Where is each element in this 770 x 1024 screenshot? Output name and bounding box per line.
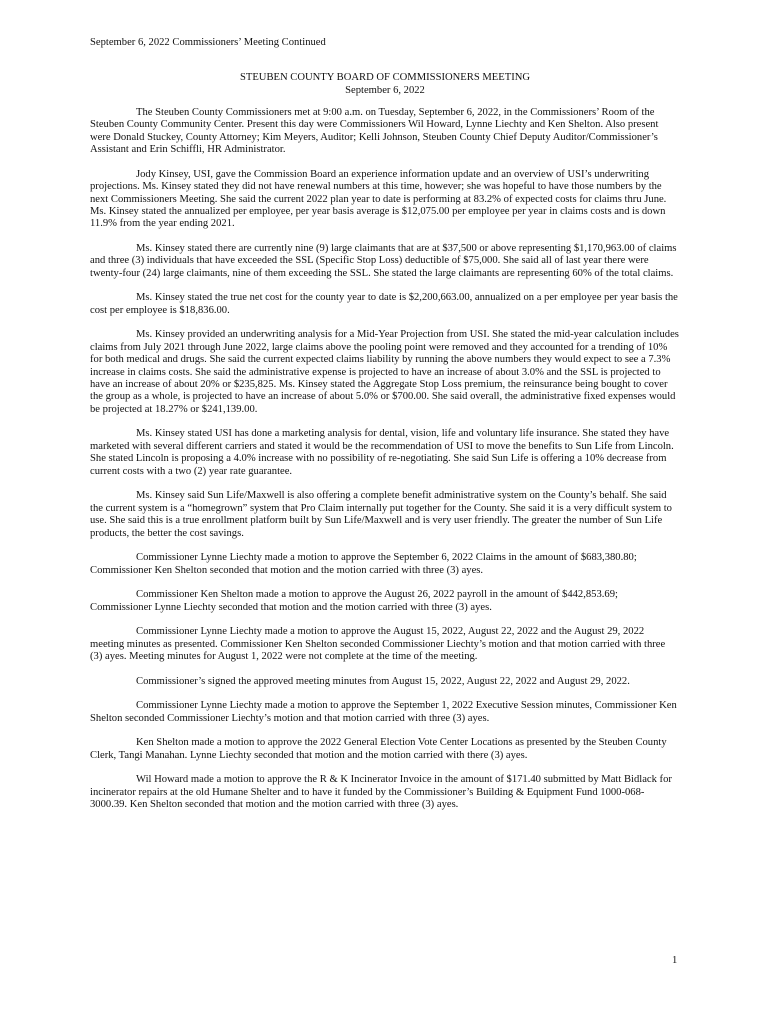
paragraph-vote-centers: Ken Shelton made a motion to approve the 2022 General Election Vote Center Locations as presented by the Steuben County Clerk, Tangi Manahan. Lynne Liechty seconded that motion and the motion carried with there (3) ayes.	[90, 737, 667, 761]
paragraph-large-claimants: Ms. Kinsey stated there are currently nine (9) large claimants that are at $37,500 or above representing $1,170,963.00 of claims and three (3) individuals that have exceeded the SSL (Specific Stop Loss) deductible of $75,000. She said all of last year there were twenty-four (24) large claimants, nine of them exceeding the SSL. She stated the large claimants are representing 60% of the total claims.	[90, 243, 677, 279]
paragraph-attendance: The Steuben County Commissioners met at 9:00 a.m. on Tuesday, September 6, 2022, in the Commissioners’ Room of the Steuben County Community Center. Present this day were Commissioners Wil Howard, Lynne Liechty and Ken Shelton. Also present were Donald Stuckey, County Attorney; Kim Meyers, Auditor; Kelli Johnson, Steuben County Chief Deputy Auditor/Commissioner’s Assistant and Erin Schiffli, HR Administrator.	[90, 107, 659, 156]
page-number: 1	[672, 955, 678, 966]
paragraph-sun-life: Ms. Kinsey said Sun Life/Maxwell is also offering a complete benefit administrative system on the County’s behalf. She said the current system is a “homegrown” system that Pro Claim internally put together for the County. She said it is a very difficult system to use. She said this is a true enrollment platform built by Sun Life/Maxwell and is very user friendly. The greater the number of Sun Life products, the better the cost savings.	[90, 490, 672, 539]
paragraph-incinerator: Wil Howard made a motion to approve the R & K Incinerator Invoice in the amount of $171.40 submitted by Matt Bidlack for incinerator repairs at the old Humane Shelter and to have it funded by the Commissioner’s Building & Equipment Fund 1000-068-3000.39. Ken Shelton seconded that motion and the motion carried with three (3) ayes.	[90, 774, 672, 810]
paragraph-underwriting: Ms. Kinsey provided an underwriting analysis for a Mid-Year Projection from USI. She stated the mid-year calculation includes claims from July 2021 through June 2022, large claims above the pooling point were removed and they accounted for a trending of 10% for both medical and drugs. She said the current expected claims liability by running the above numbers they would expect to see a 7.3% increase in claims costs. She said the administrative expense is projected to have an increase of about 3.0% and the SSL is projected to have an increase of about 20% or $235,825. Ms. Kinsey stated the Aggregate Stop Loss premium, the reinsurance being bought to cover the group as a whole, is projected to have an increase of about 5.0% or $700.00. She said overall, the administrative fixed expenses would be projected at 18.27% or $241,139.00.	[90, 329, 679, 415]
paragraph-minutes-motion: Commissioner Lynne Liechty made a motion to approve the August 15, 2022, August 22, 2022 and the August 29, 2022 meeting minutes as presented. Commissioner Ken Shelton seconded Commissioner Liechty’s motion and that motion carried with three (3) ayes. Meeting minutes for August 1, 2022 were not complete at the time of the meeting.	[90, 626, 666, 662]
meeting-date: September 6, 2022	[345, 85, 425, 96]
paragraph-claims-motion: Commissioner Lynne Liechty made a motion to approve the September 6, 2022 Claims in the amount of $683,380.80; Commissioner Ken Shelton seconded that motion and the motion carried with three (3) ayes.	[90, 552, 637, 576]
paragraph-marketing: Ms. Kinsey stated USI has done a marketing analysis for dental, vision, life and voluntary life insurance. She stated they have marketed with several different carriers and stated it would be the recommendation of USI to move the benefits to Sun Life from Lincoln. She stated Lincoln is proposing a 4.0% increase with no possibility of re-negotiating. She said Sun Life is offering a 10% decrease from current costs with a two (2) year rate guarantee.	[90, 428, 674, 477]
meeting-title: STEUBEN COUNTY BOARD OF COMMISSIONERS MEETING	[239, 72, 531, 83]
paragraph-executive-session: Commissioner Lynne Liechty made a motion to approve the September 1, 2022 Executive Session minutes, Commissioner Ken Shelton seconded Commissioner Liechty’s motion and that motion carried with three (3) ayes.	[90, 700, 677, 724]
minutes-body	[90, 107, 680, 824]
paragraph-minutes-signed: Commissioner’s signed the approved meeting minutes from August 15, 2022, August 22, 2022 and August 29, 2022.	[136, 675, 630, 687]
paragraph-net-cost: Ms. Kinsey stated the true net cost for the county year to date is $2,200,663.00, annualized on a per employee per year basis the cost per employee is $18,836.00.	[90, 292, 678, 316]
paragraph-payroll-motion: Commissioner Ken Shelton made a motion to approve the August 26, 2022 payroll in the amount of $442,853.69; Commissioner Lynne Liechty seconded that motion and the motion carried with three (3) ayes.	[90, 589, 618, 613]
title-block	[90, 71, 680, 97]
running-header: September 6, 2022 Commissioners’ Meeting Continued	[90, 37, 326, 48]
paragraph-usi-overview: Jody Kinsey, USI, gave the Commission Board an experience information update and an overview of USI’s underwriting projections. Ms. Kinsey stated they did not have renewal numbers at this time, however; she was hopeful to have those numbers by the next Commissioners Meeting. She said the current 2022 plan year to date is performing at 83.2% of expected costs for claims thru June. Ms. Kinsey stated the annualized per employee, per year basis average is $12,075.00 per employee per year in claims costs and is down 11.9% from the year ending 2021.	[90, 168, 667, 230]
